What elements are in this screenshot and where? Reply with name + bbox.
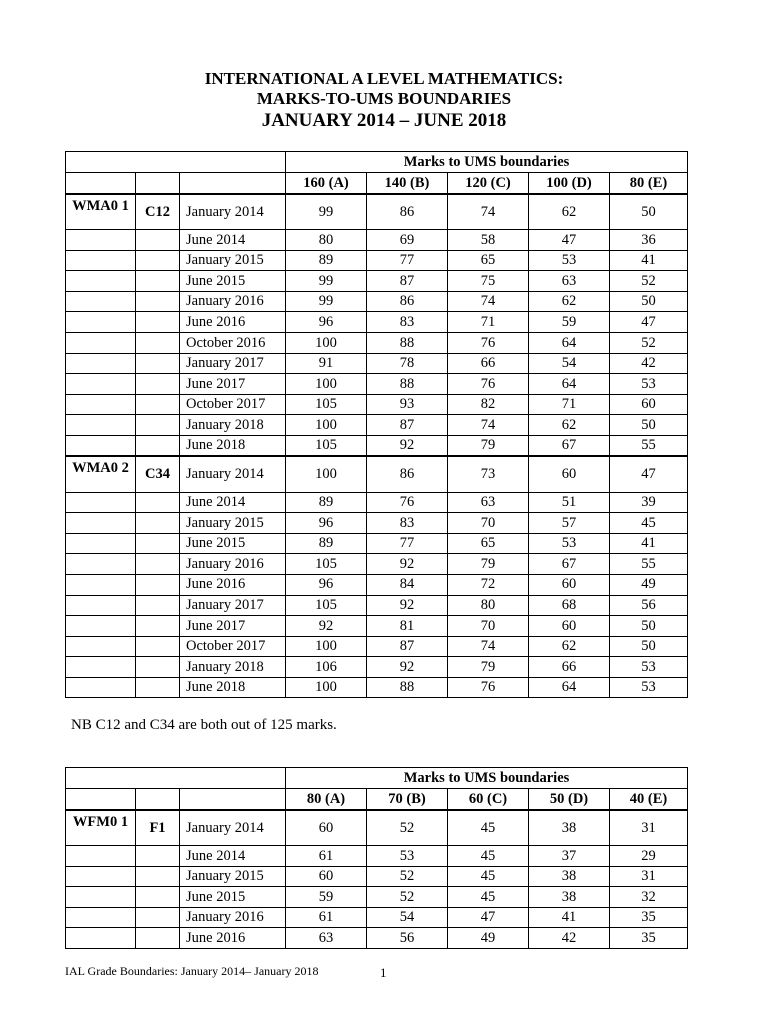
boundary-value-cell: 96 bbox=[286, 312, 367, 333]
empty-cell bbox=[66, 374, 136, 395]
boundary-value-cell: 35 bbox=[610, 928, 688, 949]
boundary-value-cell: 49 bbox=[448, 928, 529, 949]
table-row bbox=[66, 374, 688, 395]
boundary-value-cell: 45 bbox=[610, 513, 688, 534]
header-row-title bbox=[66, 152, 688, 173]
table-row bbox=[66, 250, 688, 271]
empty-cell bbox=[136, 374, 180, 395]
boundary-value-cell: 38 bbox=[529, 866, 610, 887]
empty-cell bbox=[66, 846, 136, 867]
boundary-value-cell: 45 bbox=[448, 810, 529, 846]
header-row-grades bbox=[66, 789, 688, 810]
boundary-value-cell: 62 bbox=[529, 194, 610, 230]
boundary-value-cell: 86 bbox=[367, 291, 448, 312]
session-cell: June 2014 bbox=[180, 492, 286, 513]
session-cell: January 2015 bbox=[180, 866, 286, 887]
boundary-value-cell: 59 bbox=[529, 312, 610, 333]
boundary-value-cell: 60 bbox=[286, 866, 367, 887]
boundary-value-cell: 56 bbox=[610, 595, 688, 616]
session-cell: June 2015 bbox=[180, 533, 286, 554]
empty-cell bbox=[66, 492, 136, 513]
boundary-value-cell: 92 bbox=[286, 616, 367, 637]
boundary-value-cell: 50 bbox=[610, 194, 688, 230]
boundary-value-cell: 105 bbox=[286, 435, 367, 456]
boundary-value-cell: 53 bbox=[529, 250, 610, 271]
boundary-value-cell: 71 bbox=[529, 394, 610, 415]
session-cell: June 2016 bbox=[180, 574, 286, 595]
boundary-value-cell: 47 bbox=[529, 230, 610, 251]
header-empty-cell bbox=[66, 173, 136, 194]
empty-cell bbox=[66, 230, 136, 251]
boundary-value-cell: 67 bbox=[529, 554, 610, 575]
header-empty-cell bbox=[136, 789, 180, 810]
empty-cell bbox=[136, 887, 180, 908]
table-row bbox=[66, 846, 688, 867]
boundary-value-cell: 87 bbox=[367, 636, 448, 657]
boundary-value-cell: 53 bbox=[610, 374, 688, 395]
document-title-line-2: MARKS-TO-UMS BOUNDARIES bbox=[256, 89, 512, 108]
boundary-value-cell: 100 bbox=[286, 636, 367, 657]
table-row bbox=[66, 595, 688, 616]
boundary-value-cell: 71 bbox=[448, 312, 529, 333]
session-cell: January 2018 bbox=[180, 415, 286, 436]
unit-code-cell: WFM0 1 bbox=[66, 810, 136, 846]
empty-cell bbox=[66, 907, 136, 928]
boundary-value-cell: 41 bbox=[610, 250, 688, 271]
boundary-value-cell: 69 bbox=[367, 230, 448, 251]
session-cell: January 2014 bbox=[180, 456, 286, 492]
empty-cell bbox=[66, 312, 136, 333]
boundary-value-cell: 100 bbox=[286, 374, 367, 395]
empty-cell bbox=[136, 846, 180, 867]
boundary-value-cell: 47 bbox=[448, 907, 529, 928]
boundary-value-cell: 65 bbox=[448, 533, 529, 554]
boundary-value-cell: 53 bbox=[529, 533, 610, 554]
header-boundaries-label: Marks to UMS boundaries bbox=[286, 152, 688, 173]
empty-cell bbox=[66, 928, 136, 949]
boundary-value-cell: 52 bbox=[610, 332, 688, 353]
table-row bbox=[66, 332, 688, 353]
boundary-value-cell: 64 bbox=[529, 374, 610, 395]
page-number: 1 bbox=[380, 965, 387, 980]
boundary-value-cell: 50 bbox=[610, 291, 688, 312]
boundary-value-cell: 49 bbox=[610, 574, 688, 595]
table-row bbox=[66, 456, 688, 492]
boundary-value-cell: 76 bbox=[448, 332, 529, 353]
session-cell: January 2017 bbox=[180, 353, 286, 374]
session-cell: January 2016 bbox=[180, 554, 286, 575]
empty-cell bbox=[136, 554, 180, 575]
boundary-value-cell: 84 bbox=[367, 574, 448, 595]
boundary-value-cell: 55 bbox=[610, 435, 688, 456]
empty-cell bbox=[66, 415, 136, 436]
session-cell: June 2015 bbox=[180, 271, 286, 292]
boundary-value-cell: 76 bbox=[448, 374, 529, 395]
session-cell: January 2017 bbox=[180, 595, 286, 616]
session-cell: June 2015 bbox=[180, 887, 286, 908]
session-cell: October 2017 bbox=[180, 636, 286, 657]
boundary-value-cell: 105 bbox=[286, 595, 367, 616]
column-header: 70 (B) bbox=[367, 789, 448, 810]
boundary-value-cell: 50 bbox=[610, 636, 688, 657]
boundary-value-cell: 79 bbox=[448, 435, 529, 456]
boundary-value-cell: 63 bbox=[529, 271, 610, 292]
empty-cell bbox=[136, 291, 180, 312]
empty-cell bbox=[66, 250, 136, 271]
session-cell: October 2017 bbox=[180, 394, 286, 415]
boundary-value-cell: 89 bbox=[286, 492, 367, 513]
boundary-value-cell: 92 bbox=[367, 554, 448, 575]
header-empty-cell bbox=[180, 789, 286, 810]
table-row bbox=[66, 533, 688, 554]
table-row bbox=[66, 657, 688, 678]
column-header: 80 (A) bbox=[286, 789, 367, 810]
boundary-value-cell: 78 bbox=[367, 353, 448, 374]
footer-text: IAL Grade Boundaries: January 2014– January 2018 bbox=[65, 964, 319, 978]
boundary-value-cell: 62 bbox=[529, 291, 610, 312]
boundary-value-cell: 81 bbox=[367, 616, 448, 637]
boundary-value-cell: 67 bbox=[529, 435, 610, 456]
header-boundaries-label: Marks to UMS boundaries bbox=[286, 768, 688, 789]
boundary-value-cell: 57 bbox=[529, 513, 610, 534]
boundary-value-cell: 60 bbox=[610, 394, 688, 415]
table-row bbox=[66, 230, 688, 251]
empty-cell bbox=[66, 353, 136, 374]
table-row bbox=[66, 810, 688, 846]
boundary-value-cell: 73 bbox=[448, 456, 529, 492]
boundary-value-cell: 53 bbox=[610, 677, 688, 698]
table-row bbox=[66, 353, 688, 374]
boundary-value-cell: 31 bbox=[610, 810, 688, 846]
empty-cell bbox=[136, 657, 180, 678]
empty-cell bbox=[66, 616, 136, 637]
empty-cell bbox=[136, 677, 180, 698]
boundary-value-cell: 42 bbox=[529, 928, 610, 949]
boundary-value-cell: 53 bbox=[367, 846, 448, 867]
table-row bbox=[66, 554, 688, 575]
boundary-value-cell: 39 bbox=[610, 492, 688, 513]
boundary-value-cell: 62 bbox=[529, 415, 610, 436]
boundary-value-cell: 92 bbox=[367, 435, 448, 456]
session-cell: June 2018 bbox=[180, 435, 286, 456]
boundary-value-cell: 77 bbox=[367, 533, 448, 554]
header-empty-cell bbox=[66, 768, 286, 789]
session-cell: June 2016 bbox=[180, 312, 286, 333]
table-row bbox=[66, 312, 688, 333]
boundary-value-cell: 60 bbox=[529, 456, 610, 492]
column-header: 140 (B) bbox=[367, 173, 448, 194]
boundary-value-cell: 87 bbox=[367, 415, 448, 436]
boundary-value-cell: 70 bbox=[448, 616, 529, 637]
empty-cell bbox=[136, 394, 180, 415]
table-row bbox=[66, 677, 688, 698]
boundary-value-cell: 89 bbox=[286, 250, 367, 271]
boundary-value-cell: 74 bbox=[448, 636, 529, 657]
boundary-value-cell: 96 bbox=[286, 574, 367, 595]
boundary-value-cell: 89 bbox=[286, 533, 367, 554]
empty-cell bbox=[66, 636, 136, 657]
session-cell: January 2015 bbox=[180, 513, 286, 534]
session-cell: January 2016 bbox=[180, 291, 286, 312]
table-row bbox=[66, 907, 688, 928]
session-cell: January 2014 bbox=[180, 810, 286, 846]
boundary-value-cell: 79 bbox=[448, 657, 529, 678]
session-cell: June 2014 bbox=[180, 846, 286, 867]
boundary-value-cell: 68 bbox=[529, 595, 610, 616]
empty-cell bbox=[136, 312, 180, 333]
boundary-value-cell: 58 bbox=[448, 230, 529, 251]
session-cell: June 2017 bbox=[180, 374, 286, 395]
empty-cell bbox=[136, 928, 180, 949]
boundary-value-cell: 91 bbox=[286, 353, 367, 374]
table-row bbox=[66, 887, 688, 908]
boundary-value-cell: 64 bbox=[529, 332, 610, 353]
table-row bbox=[66, 291, 688, 312]
boundary-value-cell: 65 bbox=[448, 250, 529, 271]
empty-cell bbox=[66, 574, 136, 595]
header-empty-cell bbox=[66, 152, 286, 173]
session-cell: June 2014 bbox=[180, 230, 286, 251]
boundary-value-cell: 61 bbox=[286, 907, 367, 928]
header-row-grades bbox=[66, 173, 688, 194]
empty-cell bbox=[66, 435, 136, 456]
boundary-value-cell: 47 bbox=[610, 456, 688, 492]
empty-cell bbox=[136, 533, 180, 554]
boundary-value-cell: 45 bbox=[448, 846, 529, 867]
boundary-value-cell: 66 bbox=[529, 657, 610, 678]
boundaries-table-wma bbox=[65, 151, 688, 698]
boundary-value-cell: 86 bbox=[367, 456, 448, 492]
note-text: NB C12 and C34 are both out of 125 marks. bbox=[71, 717, 337, 733]
table-row bbox=[66, 928, 688, 949]
empty-cell bbox=[136, 250, 180, 271]
boundary-value-cell: 60 bbox=[286, 810, 367, 846]
column-header: 60 (C) bbox=[448, 789, 529, 810]
empty-cell bbox=[66, 595, 136, 616]
component-cell: C12 bbox=[136, 194, 180, 230]
boundary-value-cell: 93 bbox=[367, 394, 448, 415]
boundary-value-cell: 92 bbox=[367, 657, 448, 678]
table-row bbox=[66, 513, 688, 534]
empty-cell bbox=[136, 636, 180, 657]
boundary-value-cell: 72 bbox=[448, 574, 529, 595]
empty-cell bbox=[136, 332, 180, 353]
header-row-title bbox=[66, 768, 688, 789]
table-row bbox=[66, 415, 688, 436]
boundary-value-cell: 83 bbox=[367, 513, 448, 534]
boundary-value-cell: 63 bbox=[448, 492, 529, 513]
boundary-value-cell: 80 bbox=[286, 230, 367, 251]
boundary-value-cell: 52 bbox=[367, 866, 448, 887]
boundary-value-cell: 29 bbox=[610, 846, 688, 867]
table-row bbox=[66, 435, 688, 456]
boundary-value-cell: 54 bbox=[367, 907, 448, 928]
document-title-line-1: INTERNATIONAL A LEVEL MATHEMATICS: bbox=[204, 69, 564, 88]
empty-cell bbox=[66, 657, 136, 678]
boundary-value-cell: 41 bbox=[610, 533, 688, 554]
boundary-value-cell: 92 bbox=[367, 595, 448, 616]
boundary-value-cell: 99 bbox=[286, 194, 367, 230]
boundary-value-cell: 51 bbox=[529, 492, 610, 513]
empty-cell bbox=[66, 677, 136, 698]
document-title-line-3: JANUARY 2014 – JUNE 2018 bbox=[261, 110, 507, 131]
table-row bbox=[66, 574, 688, 595]
boundary-value-cell: 99 bbox=[286, 291, 367, 312]
empty-cell bbox=[136, 230, 180, 251]
empty-cell bbox=[66, 394, 136, 415]
boundary-value-cell: 50 bbox=[610, 616, 688, 637]
boundary-value-cell: 99 bbox=[286, 271, 367, 292]
boundary-value-cell: 47 bbox=[610, 312, 688, 333]
empty-cell bbox=[136, 595, 180, 616]
boundary-value-cell: 35 bbox=[610, 907, 688, 928]
empty-cell bbox=[136, 492, 180, 513]
boundary-value-cell: 86 bbox=[367, 194, 448, 230]
column-header: 160 (A) bbox=[286, 173, 367, 194]
table-row bbox=[66, 394, 688, 415]
boundary-value-cell: 59 bbox=[286, 887, 367, 908]
empty-cell bbox=[136, 866, 180, 887]
boundary-value-cell: 37 bbox=[529, 846, 610, 867]
table-row bbox=[66, 616, 688, 637]
column-header: 80 (E) bbox=[610, 173, 688, 194]
boundary-value-cell: 55 bbox=[610, 554, 688, 575]
boundary-value-cell: 60 bbox=[529, 574, 610, 595]
empty-cell bbox=[136, 435, 180, 456]
boundary-value-cell: 61 bbox=[286, 846, 367, 867]
table-row bbox=[66, 866, 688, 887]
session-cell: October 2016 bbox=[180, 332, 286, 353]
column-header: 100 (D) bbox=[529, 173, 610, 194]
table-row bbox=[66, 636, 688, 657]
session-cell: June 2017 bbox=[180, 616, 286, 637]
boundary-value-cell: 54 bbox=[529, 353, 610, 374]
boundary-value-cell: 105 bbox=[286, 394, 367, 415]
header-empty-cell bbox=[66, 789, 136, 810]
boundary-value-cell: 62 bbox=[529, 636, 610, 657]
boundary-value-cell: 52 bbox=[610, 271, 688, 292]
header-empty-cell bbox=[136, 173, 180, 194]
boundary-value-cell: 60 bbox=[529, 616, 610, 637]
boundary-value-cell: 88 bbox=[367, 332, 448, 353]
empty-cell bbox=[66, 271, 136, 292]
boundary-value-cell: 100 bbox=[286, 332, 367, 353]
boundary-value-cell: 45 bbox=[448, 866, 529, 887]
boundary-value-cell: 41 bbox=[529, 907, 610, 928]
boundary-value-cell: 38 bbox=[529, 810, 610, 846]
empty-cell bbox=[136, 353, 180, 374]
empty-cell bbox=[66, 887, 136, 908]
boundary-value-cell: 70 bbox=[448, 513, 529, 534]
empty-cell bbox=[66, 291, 136, 312]
empty-cell bbox=[136, 907, 180, 928]
empty-cell bbox=[66, 513, 136, 534]
column-header: 50 (D) bbox=[529, 789, 610, 810]
boundary-value-cell: 63 bbox=[286, 928, 367, 949]
boundary-value-cell: 74 bbox=[448, 291, 529, 312]
component-cell: C34 bbox=[136, 456, 180, 492]
boundary-value-cell: 96 bbox=[286, 513, 367, 534]
empty-cell bbox=[136, 574, 180, 595]
boundary-value-cell: 83 bbox=[367, 312, 448, 333]
session-cell: June 2018 bbox=[180, 677, 286, 698]
boundary-value-cell: 52 bbox=[367, 887, 448, 908]
boundary-value-cell: 38 bbox=[529, 887, 610, 908]
empty-cell bbox=[136, 513, 180, 534]
header-empty-cell bbox=[180, 173, 286, 194]
session-cell: January 2018 bbox=[180, 657, 286, 678]
empty-cell bbox=[136, 415, 180, 436]
boundary-value-cell: 105 bbox=[286, 554, 367, 575]
boundary-value-cell: 66 bbox=[448, 353, 529, 374]
boundary-value-cell: 106 bbox=[286, 657, 367, 678]
boundary-value-cell: 64 bbox=[529, 677, 610, 698]
boundary-value-cell: 42 bbox=[610, 353, 688, 374]
boundary-value-cell: 88 bbox=[367, 677, 448, 698]
boundary-value-cell: 79 bbox=[448, 554, 529, 575]
column-header: 40 (E) bbox=[610, 789, 688, 810]
session-cell: January 2015 bbox=[180, 250, 286, 271]
boundary-value-cell: 76 bbox=[448, 677, 529, 698]
table-row bbox=[66, 492, 688, 513]
session-cell: January 2016 bbox=[180, 907, 286, 928]
boundary-value-cell: 50 bbox=[610, 415, 688, 436]
table-row bbox=[66, 194, 688, 230]
boundary-value-cell: 74 bbox=[448, 415, 529, 436]
session-cell: June 2016 bbox=[180, 928, 286, 949]
table-row bbox=[66, 271, 688, 292]
boundary-value-cell: 77 bbox=[367, 250, 448, 271]
boundary-value-cell: 32 bbox=[610, 887, 688, 908]
unit-code-cell: WMA0 2 bbox=[66, 456, 136, 492]
boundary-value-cell: 36 bbox=[610, 230, 688, 251]
boundary-value-cell: 31 bbox=[610, 866, 688, 887]
boundary-value-cell: 56 bbox=[367, 928, 448, 949]
component-cell: F1 bbox=[136, 810, 180, 846]
boundary-value-cell: 82 bbox=[448, 394, 529, 415]
empty-cell bbox=[66, 533, 136, 554]
boundary-value-cell: 88 bbox=[367, 374, 448, 395]
empty-cell bbox=[136, 616, 180, 637]
column-header: 120 (C) bbox=[448, 173, 529, 194]
boundary-value-cell: 45 bbox=[448, 887, 529, 908]
boundary-value-cell: 100 bbox=[286, 456, 367, 492]
unit-code-cell: WMA0 1 bbox=[66, 194, 136, 230]
session-cell: January 2014 bbox=[180, 194, 286, 230]
boundary-value-cell: 87 bbox=[367, 271, 448, 292]
boundary-value-cell: 53 bbox=[610, 657, 688, 678]
boundary-value-cell: 75 bbox=[448, 271, 529, 292]
boundary-value-cell: 76 bbox=[367, 492, 448, 513]
boundary-value-cell: 80 bbox=[448, 595, 529, 616]
boundary-value-cell: 100 bbox=[286, 415, 367, 436]
boundaries-table-wfm bbox=[65, 767, 688, 949]
empty-cell bbox=[136, 271, 180, 292]
boundary-value-cell: 74 bbox=[448, 194, 529, 230]
empty-cell bbox=[66, 866, 136, 887]
empty-cell bbox=[66, 332, 136, 353]
boundary-value-cell: 52 bbox=[367, 810, 448, 846]
boundary-value-cell: 100 bbox=[286, 677, 367, 698]
empty-cell bbox=[66, 554, 136, 575]
